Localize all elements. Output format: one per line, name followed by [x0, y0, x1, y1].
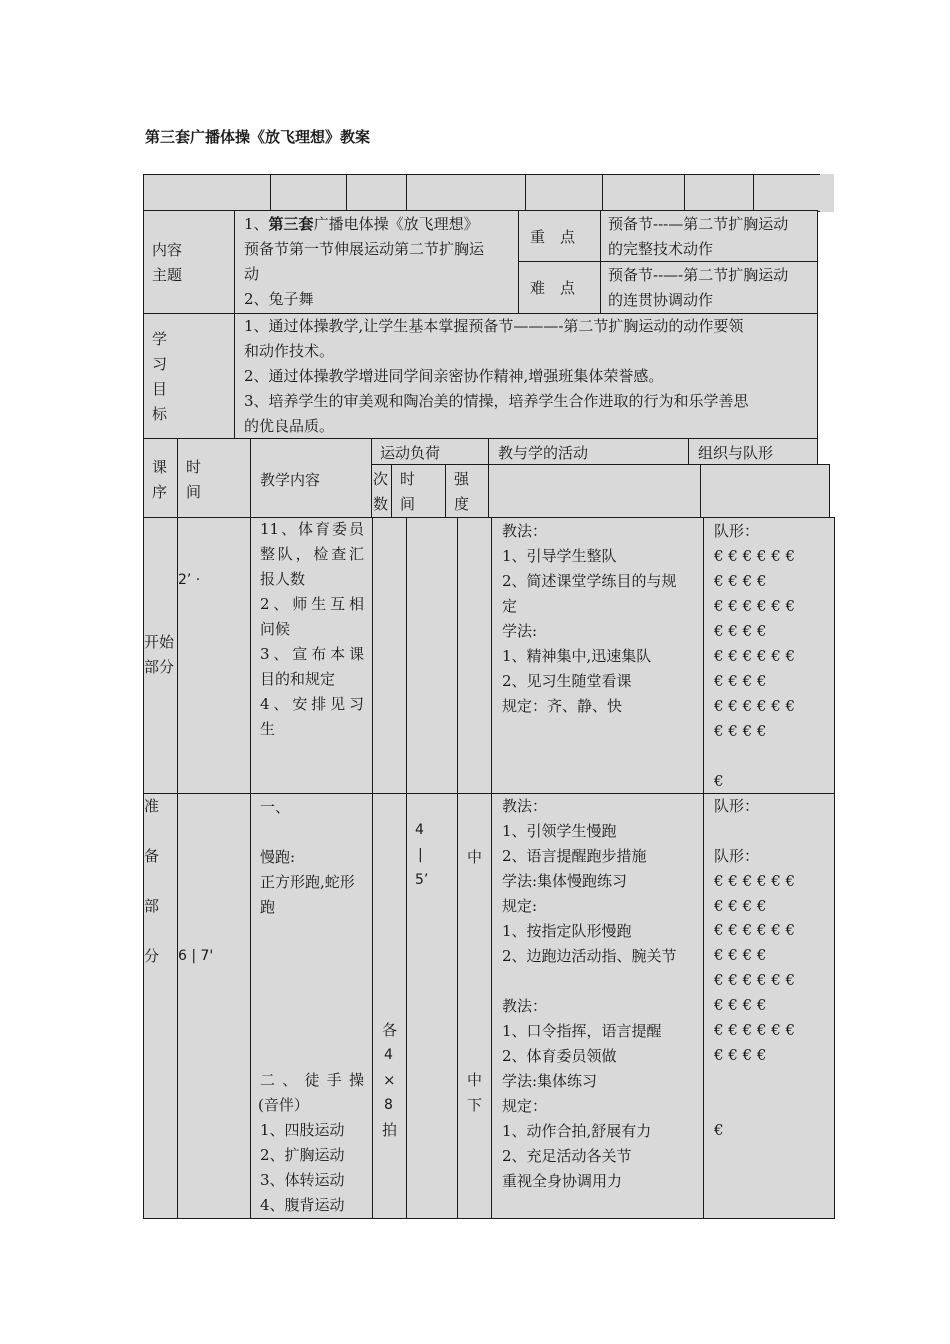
header-time-2: 间 — [186, 483, 202, 501]
prep-activity-11: 2、体育委员领做 — [502, 1047, 617, 1065]
start-formation-row-1: € € € € € € — [714, 547, 796, 565]
header-course-order-1: 课 — [152, 458, 168, 476]
prep-formation-row-6: € € € € — [714, 996, 767, 1014]
header-count-1: 次 — [373, 470, 389, 488]
prep-activity-3: 2、语言提醒跑步措施 — [502, 847, 647, 865]
prep-activity-5: 规定: — [502, 897, 538, 915]
goal-line-5: 的优良品质。 — [244, 417, 335, 435]
header-time-1: 时 — [186, 458, 202, 476]
header-count-2: 数 — [373, 495, 389, 513]
prep-section-time: 6 | 7' — [178, 948, 214, 964]
prep-count-4: 8 — [384, 1097, 393, 1113]
start-content-9: 生 — [260, 720, 276, 738]
prep-activity-9: 教法： — [502, 997, 548, 1015]
header-intensity-2: 度 — [454, 495, 470, 513]
prep-formation-row-5: € € € € € € — [714, 971, 796, 989]
start-section-name-1: 开始 — [144, 633, 175, 651]
difficulty-text-2: 的连贯协调动作 — [608, 291, 714, 309]
prep-section-name-2: 备 — [144, 847, 160, 865]
header-teaching-content: 教学内容 — [260, 471, 321, 489]
start-activity-2: 1、引导学生整队 — [502, 547, 617, 565]
prep-count-1: 各 — [382, 1021, 398, 1039]
header-intensity-1: 强 — [454, 470, 470, 488]
header-load: 运动负荷 — [380, 444, 441, 462]
start-formation-row-3: € € € € € € — [714, 597, 796, 615]
goals-label-1: 学 — [152, 330, 168, 348]
goals-label-4: 标 — [152, 405, 168, 423]
prep-content-a-3: 慢跑: — [260, 848, 296, 866]
start-formation-row-4: € € € € — [714, 622, 767, 640]
theme-line-3: 动 — [244, 265, 260, 283]
prep-formation-leader: € — [714, 1121, 724, 1139]
start-formation-row-5: € € € € € € — [714, 647, 796, 665]
goal-line-1: 1、通过体操教学,让学生基本掌握预备节———-第二节扩胸运动的动作要领 — [244, 317, 744, 335]
prep-content-a-4: 正方形跑,蛇形 — [260, 873, 355, 891]
prep-activity-15: 2、充足活动各关节 — [502, 1147, 632, 1165]
goals-label-2: 习 — [152, 355, 168, 373]
start-activity-7: 2、见习生随堂看课 — [502, 672, 632, 690]
theme-line-4: 2、兔子舞 — [244, 290, 314, 308]
goal-line-4: 3、培养学生的审美观和陶冶美的情操，培养学生合作进取的行为和乐学善思 — [244, 392, 749, 410]
start-formation-row-8: € € € € — [714, 722, 767, 740]
start-content-7: 目的和规定 — [260, 670, 336, 688]
start-content-5: 问候 — [260, 620, 291, 638]
start-formation-row-6: € € € € — [714, 672, 767, 690]
theme-label: 主题 — [152, 266, 183, 284]
header-activities: 教与学的活动 — [498, 444, 589, 462]
goals-label-3: 目 — [152, 380, 168, 398]
key-point-text-1: 预备节---—第二节扩胸运动 — [608, 215, 789, 233]
prep-count-5: 拍 — [382, 1121, 398, 1139]
header-course-order-2: 序 — [152, 483, 168, 501]
prep-activity-7: 2、边跑边活动指、腕关节 — [502, 947, 677, 965]
start-content-6: 3、宣布本课 — [260, 645, 364, 663]
difficulty-text-1: 预备节--—-第二节扩胸运动 — [608, 266, 789, 284]
prep-time-a-3: 5’ — [415, 872, 429, 888]
key-point-label: 重 点 — [530, 228, 576, 246]
theme-line-1: 1、第三套广播电体操《放飞理想》 — [244, 215, 479, 233]
header-organization: 组织与队形 — [698, 444, 774, 462]
prep-formation-row-1: € € € € € € — [714, 872, 796, 890]
start-formation-leader: € — [714, 772, 724, 790]
prep-content-a-1: 一、 — [260, 798, 291, 816]
start-content-2: 整队，检查汇 — [260, 545, 364, 563]
prep-formation-label-2: 队形： — [714, 847, 760, 865]
prep-content-b-4: 2、扩胸运动 — [260, 1146, 345, 1164]
start-activity-4: 定 — [502, 597, 518, 615]
prep-activity-10: 1、口令指挥，语言提醒 — [502, 1022, 662, 1040]
prep-formation-row-2: € € € € — [714, 897, 767, 915]
prep-content-b-3: 1、四肢运动 — [260, 1121, 345, 1139]
content-label: 内容 — [152, 241, 183, 259]
goal-line-3: 2、通过体操教学增进同学间亲密协作精神,增强班集体荣誉感。 — [244, 367, 664, 385]
start-formation-label: 队形： — [714, 522, 760, 540]
goal-line-2: 和动作技术。 — [244, 342, 335, 360]
prep-content-b-1: 二、徒手操 — [260, 1071, 364, 1089]
start-formation-row-2: € € € € — [714, 572, 767, 590]
prep-time-a-1: 4 — [415, 822, 424, 838]
prep-activity-1: 教法： — [502, 797, 548, 815]
start-content-4: 2、师生互相 — [260, 595, 364, 613]
start-activity-5: 学法: — [502, 622, 538, 640]
prep-count-2: 4 — [384, 1047, 393, 1063]
prep-formation-row-3: € € € € € € — [714, 921, 796, 939]
start-content-3: 报人数 — [260, 570, 306, 588]
prep-activity-12: 学法:集体练习 — [502, 1072, 598, 1090]
prep-intensity-b-2: 下 — [467, 1096, 483, 1114]
prep-intensity-a: 中 — [467, 848, 483, 866]
prep-count-3: × — [383, 1071, 396, 1089]
prep-content-b-6: 4、腹背运动 — [260, 1196, 345, 1214]
start-activity-1: 教法： — [502, 522, 548, 540]
start-content-1: 11、体育委员 — [260, 520, 364, 538]
prep-section-name-3: 部 — [144, 897, 160, 915]
prep-formation-row-8: € € € € — [714, 1046, 767, 1064]
prep-content-b-5: 3、体转运动 — [260, 1171, 345, 1189]
start-activity-3: 2、简述课堂学练目的与规 — [502, 572, 677, 590]
prep-section-name-1: 准 — [144, 797, 160, 815]
header-load-time-2: 间 — [400, 495, 416, 513]
prep-activity-13: 规定： — [502, 1097, 548, 1115]
start-activity-8: 规定：齐、静、快 — [502, 697, 623, 715]
prep-activity-4: 学法:集体慢跑练习 — [502, 872, 628, 890]
page-title: 第三套广播体操《放飞理想》教案 — [145, 128, 371, 146]
start-section-time: 2’ · — [178, 572, 201, 588]
prep-section-name-4: 分 — [144, 947, 160, 965]
prep-time-a-2: | — [418, 847, 423, 863]
prep-activity-2: 1、引领学生慢跑 — [502, 822, 617, 840]
header-load-time-1: 时 — [400, 470, 416, 488]
prep-intensity-b-1: 中 — [467, 1071, 483, 1089]
prep-activity-16: 重视全身协调用力 — [502, 1172, 623, 1190]
start-section-name-2: 部分 — [144, 658, 175, 676]
prep-activity-14: 1、动作合拍,舒展有力 — [502, 1122, 652, 1140]
key-point-text-2: 的完整技术动作 — [608, 240, 714, 258]
start-activity-6: 1、精神集中,迅速集队 — [502, 647, 652, 665]
start-content-8: 4、安排见习 — [260, 695, 364, 713]
prep-formation-label-1: 队形： — [714, 797, 760, 815]
difficulty-label: 难 点 — [530, 279, 576, 297]
prep-content-b-2: (音伴） — [258, 1096, 309, 1114]
theme-line-2: 预备节第一节伸展运动第二节扩胸运 — [244, 240, 485, 258]
start-formation-row-7: € € € € € € — [714, 697, 796, 715]
prep-formation-row-4: € € € € — [714, 946, 767, 964]
prep-formation-row-7: € € € € € € — [714, 1021, 796, 1039]
prep-content-a-5: 跑 — [260, 898, 276, 916]
prep-activity-6: 1、按指定队形慢跑 — [502, 922, 632, 940]
